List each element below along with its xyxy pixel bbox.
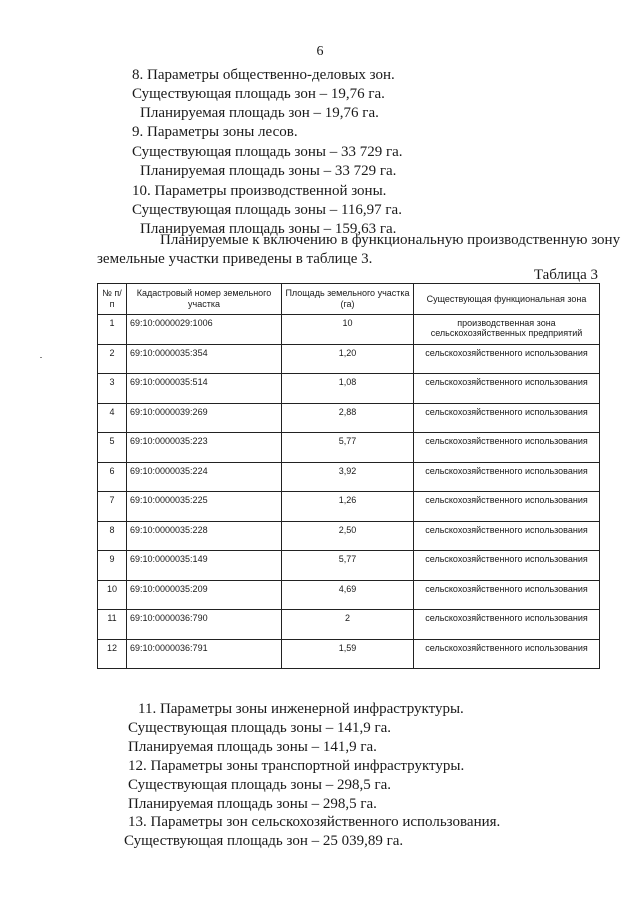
row-zone: сельскохозяйственного использования — [414, 462, 600, 492]
row-cadastral: 69:10:0000035:223 — [127, 433, 282, 463]
row-zone: сельскохозяйственного использования — [414, 580, 600, 610]
row-number: 11 — [98, 610, 127, 640]
row-number: 4 — [98, 403, 127, 433]
row-zone: сельскохозяйственного использования — [414, 639, 600, 669]
table-row — [98, 492, 600, 522]
row-zone: сельскохозяйственного использования — [414, 374, 600, 404]
header-number: № п/п — [98, 284, 127, 315]
row-cadastral: 69:10:0000039:269 — [127, 403, 282, 433]
table-header-row — [98, 284, 600, 315]
row-area: 3,92 — [282, 462, 414, 492]
table-row — [98, 580, 600, 610]
header-zone: Существующая функциональная зона — [414, 284, 600, 315]
table-row — [98, 551, 600, 581]
row-cadastral: 69:10:0000035:149 — [127, 551, 282, 581]
row-area: 2,50 — [282, 521, 414, 551]
table-row — [98, 433, 600, 463]
row-zone: сельскохозяйственного использования — [414, 403, 600, 433]
section-8-existing: Существующая площадь зон – 19,76 га. — [132, 86, 385, 102]
section-8-planned: Планируемая площадь зон – 19,76 га. — [140, 105, 379, 121]
table-row — [98, 344, 600, 374]
row-area: 4,69 — [282, 580, 414, 610]
table-row — [98, 374, 600, 404]
row-cadastral: 69:10:0000029:1006 — [127, 315, 282, 345]
table-caption: Таблица 3 — [533, 267, 598, 283]
row-area: 1,20 — [282, 344, 414, 374]
scan-speck — [40, 357, 42, 358]
row-zone: сельскохозяйственного использования — [414, 610, 600, 640]
row-number: 3 — [98, 374, 127, 404]
section-9-heading: 9. Параметры зоны лесов. — [132, 124, 298, 140]
section-13-heading: 13. Параметры зон сельскохозяйственного использования. — [128, 814, 501, 830]
row-number: 7 — [98, 492, 127, 522]
row-area: 5,77 — [282, 551, 414, 581]
row-cadastral: 69:10:0000035:225 — [127, 492, 282, 522]
section-11-planned: Планируемая площадь зоны – 141,9 га. — [128, 739, 377, 755]
row-zone: производственная зона сельскохозяйственных предприятий — [414, 315, 600, 345]
row-cadastral: 69:10:0000035:209 — [127, 580, 282, 610]
header-cadastral: Кадастровый номер земельного участка — [127, 284, 282, 315]
section-11-heading: 11. Параметры зоны инженерной инфраструктуры. — [138, 701, 464, 717]
row-number: 10 — [98, 580, 127, 610]
section-10-heading: 10. Параметры производственной зоны. — [132, 183, 387, 199]
section-9-existing: Существующая площадь зоны – 33 729 га. — [132, 144, 403, 160]
row-area: 1,26 — [282, 492, 414, 522]
row-number: 5 — [98, 433, 127, 463]
table-row — [98, 403, 600, 433]
table-row — [98, 462, 600, 492]
table-row — [98, 610, 600, 640]
section-10-existing: Существующая площадь зоны – 116,97 га. — [132, 202, 402, 218]
table-row — [98, 521, 600, 551]
section-9-planned: Планируемая площадь зоны – 33 729 га. — [140, 163, 397, 179]
row-cadastral: 69:10:0000035:224 — [127, 462, 282, 492]
row-number: 6 — [98, 462, 127, 492]
row-number: 12 — [98, 639, 127, 669]
row-area: 10 — [282, 315, 414, 345]
section-12-planned: Планируемая площадь зоны – 298,5 га. — [128, 796, 377, 812]
section-12-heading: 12. Параметры зоны транспортной инфраструктуры. — [128, 758, 465, 774]
row-area: 2 — [282, 610, 414, 640]
row-number: 8 — [98, 521, 127, 551]
section-10-planned: Планируемая площадь зоны – 159,63 га. — [140, 221, 397, 237]
intro-line-1: Планируемые к включению в функциональную производственную зону — [160, 232, 621, 248]
row-number: 2 — [98, 344, 127, 374]
header-area: Площадь земельного участка (га) — [282, 284, 414, 315]
row-cadastral: 69:10:0000036:790 — [127, 610, 282, 640]
row-area: 1,08 — [282, 374, 414, 404]
section-8-heading: 8. Параметры общественно-деловых зон. — [132, 67, 395, 83]
table-row — [98, 639, 600, 669]
row-zone: сельскохозяйственного использования — [414, 521, 600, 551]
row-zone: сельскохозяйственного использования — [414, 433, 600, 463]
row-zone: сельскохозяйственного использования — [414, 492, 600, 522]
row-cadastral: 69:10:0000035:354 — [127, 344, 282, 374]
row-cadastral: 69:10:0000036:791 — [127, 639, 282, 669]
parcels-table — [97, 283, 600, 669]
row-zone: сельскохозяйственного использования — [414, 551, 600, 581]
row-zone: сельскохозяйственного использования — [414, 344, 600, 374]
section-13-existing: Существующая площадь зон – 25 039,89 га. — [124, 833, 404, 849]
section-11-existing: Существующая площадь зоны – 141,9 га. — [128, 720, 392, 736]
row-area: 5,77 — [282, 433, 414, 463]
section-12-existing: Существующая площадь зоны – 298,5 га. — [128, 777, 392, 793]
intro-line-2: земельные участки приведены в таблице 3. — [97, 251, 373, 267]
row-number: 9 — [98, 551, 127, 581]
row-number: 1 — [98, 315, 127, 345]
row-area: 1,59 — [282, 639, 414, 669]
table-row — [98, 315, 600, 345]
row-cadastral: 69:10:0000035:228 — [127, 521, 282, 551]
page-number: 6 — [316, 44, 324, 59]
row-cadastral: 69:10:0000035:514 — [127, 374, 282, 404]
row-area: 2,88 — [282, 403, 414, 433]
